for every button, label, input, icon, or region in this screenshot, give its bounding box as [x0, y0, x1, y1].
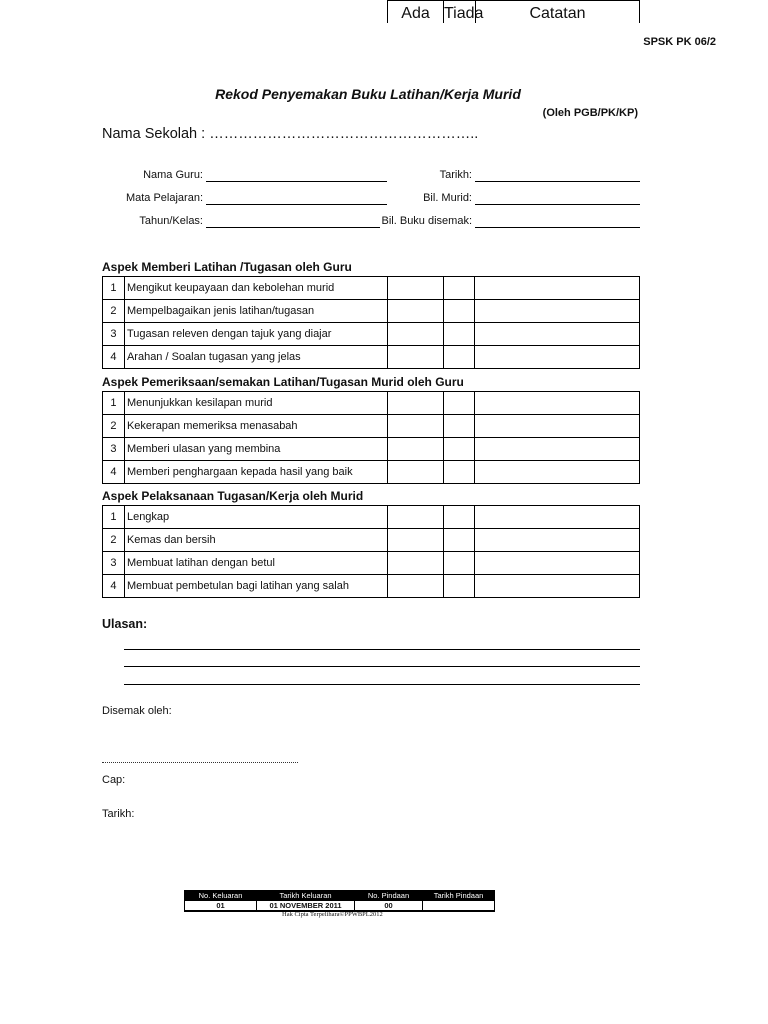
tarikh-label: Tarikh: — [439, 169, 472, 181]
tiada-cell[interactable] — [444, 552, 475, 575]
tarikh-pindaan-value — [423, 901, 495, 912]
copyright-notice: Hak Cipta Terpelihara©PPWBPL2012 — [282, 911, 383, 918]
mata-pelajaran-line[interactable] — [206, 192, 387, 205]
ada-cell[interactable] — [387, 415, 444, 438]
disemak-oleh-label: Disemak oleh: — [102, 705, 172, 717]
column-ada-header: Ada — [387, 0, 444, 23]
mata-pelajaran-label: Mata Pelajaran: — [125, 192, 203, 204]
tarikh-signature-label: Tarikh: — [102, 808, 135, 820]
section-3-table — [102, 505, 640, 598]
ada-cell[interactable] — [387, 461, 444, 484]
item-number: 4 — [103, 461, 125, 484]
bil-buku-label: Bil. Buku disemak: — [381, 215, 472, 227]
no-pindaan-header: No. Pindaan — [355, 891, 423, 901]
item-text: Memberi ulasan yang membina — [124, 438, 387, 461]
table-row — [103, 529, 640, 552]
column-catatan-header: Catatan — [475, 0, 640, 23]
catatan-cell[interactable] — [475, 323, 640, 346]
item-number: 2 — [103, 529, 125, 552]
bil-buku-line[interactable] — [475, 215, 640, 228]
tiada-cell[interactable] — [444, 323, 475, 346]
item-number: 1 — [103, 392, 125, 415]
tiada-cell[interactable] — [444, 277, 475, 300]
ada-cell[interactable] — [387, 392, 444, 415]
catatan-cell[interactable] — [475, 277, 640, 300]
item-number: 3 — [103, 323, 125, 346]
form-row-guru — [0, 169, 768, 185]
item-text: Mempelbagaikan jenis latihan/tugasan — [124, 300, 387, 323]
item-text: Lengkap — [124, 506, 387, 529]
tiada-cell[interactable] — [444, 415, 475, 438]
catatan-cell[interactable] — [475, 300, 640, 323]
ulasan-line-1[interactable] — [124, 649, 640, 650]
tiada-cell[interactable] — [444, 461, 475, 484]
ada-cell[interactable] — [387, 506, 444, 529]
catatan-cell[interactable] — [475, 346, 640, 369]
table-row — [103, 323, 640, 346]
school-name-field: Nama Sekolah : ……………………………………………….. — [102, 126, 479, 142]
catatan-cell[interactable] — [475, 506, 640, 529]
ada-cell[interactable] — [387, 575, 444, 598]
table-row — [103, 552, 640, 575]
table-row — [103, 392, 640, 415]
form-row-tahun-kelas — [0, 215, 768, 231]
tiada-cell[interactable] — [444, 392, 475, 415]
item-text: Membuat latihan dengan betul — [124, 552, 387, 575]
table-row — [103, 300, 640, 323]
section-1-table — [102, 276, 640, 369]
bil-murid-line[interactable] — [475, 192, 640, 205]
section-1-title: Aspek Memberi Latihan /Tugasan oleh Guru — [102, 260, 352, 274]
item-number: 4 — [103, 575, 125, 598]
section-2-table — [102, 391, 640, 484]
item-text: Menunjukkan kesilapan murid — [124, 392, 387, 415]
ada-cell[interactable] — [387, 300, 444, 323]
table-row — [103, 506, 640, 529]
tiada-cell[interactable] — [444, 438, 475, 461]
tarikh-keluaran-header: Tarikh Keluaran — [257, 891, 355, 901]
item-number: 2 — [103, 415, 125, 438]
ada-cell[interactable] — [387, 323, 444, 346]
catatan-cell[interactable] — [475, 575, 640, 598]
tiada-cell[interactable] — [444, 575, 475, 598]
no-pindaan-value: 00 — [355, 901, 423, 912]
section-2-title: Aspek Pemeriksaan/semakan Latihan/Tugasan Murid oleh Guru — [102, 375, 464, 389]
item-number: 2 — [103, 300, 125, 323]
table-row — [103, 438, 640, 461]
signature-line[interactable] — [102, 757, 298, 763]
no-keluaran-header: No. Keluaran — [185, 891, 257, 901]
cap-label: Cap: — [102, 774, 126, 786]
ada-cell[interactable] — [387, 277, 444, 300]
ulasan-line-2[interactable] — [124, 666, 640, 667]
ada-cell[interactable] — [387, 529, 444, 552]
catatan-cell[interactable] — [475, 392, 640, 415]
nama-guru-label: Nama Guru: — [143, 169, 203, 181]
item-number: 3 — [103, 438, 125, 461]
catatan-cell[interactable] — [475, 438, 640, 461]
ulasan-label: Ulasan: — [102, 617, 148, 631]
revision-table — [184, 890, 495, 912]
section-3-title: Aspek Pelaksanaan Tugasan/Kerja oleh Murid — [102, 489, 364, 503]
catatan-cell[interactable] — [475, 552, 640, 575]
document-code: SPSK PK 06/2 — [643, 36, 716, 48]
tiada-cell[interactable] — [444, 506, 475, 529]
tiada-cell[interactable] — [444, 346, 475, 369]
item-text: Memberi penghargaan kepada hasil yang baik — [124, 461, 387, 484]
table-row — [103, 461, 640, 484]
form-row-mata-pelajaran — [0, 192, 768, 208]
ulasan-line-3[interactable] — [124, 684, 640, 685]
item-number: 1 — [103, 506, 125, 529]
catatan-cell[interactable] — [475, 461, 640, 484]
document-subtitle: (Oleh PGB/PK/KP) — [542, 107, 638, 119]
bil-murid-label: Bil. Murid: — [423, 192, 472, 204]
item-text: Mengikut keupayaan dan kebolehan murid — [124, 277, 387, 300]
no-keluaran-value: 01 — [185, 901, 257, 912]
table-row — [103, 346, 640, 369]
column-tiada-header: Tiada — [443, 0, 476, 23]
ada-cell[interactable] — [387, 438, 444, 461]
tarikh-keluaran-value: 01 NOVEMBER 2011 — [257, 901, 355, 912]
item-number: 1 — [103, 277, 125, 300]
table-row — [103, 415, 640, 438]
document-title: Rekod Penyemakan Buku Latihan/Kerja Murid — [215, 86, 521, 102]
item-text: Kemas dan bersih — [124, 529, 387, 552]
catatan-cell[interactable] — [475, 529, 640, 552]
ada-cell[interactable] — [387, 552, 444, 575]
tahun-kelas-label: Tahun/Kelas: — [139, 215, 203, 227]
tahun-kelas-line[interactable] — [206, 215, 380, 228]
tarikh-pindaan-header: Tarikh Pindaan — [423, 891, 495, 901]
item-text: Tugasan releven dengan tajuk yang diajar — [124, 323, 387, 346]
table-row — [103, 575, 640, 598]
item-number: 4 — [103, 346, 125, 369]
tiada-cell[interactable] — [444, 300, 475, 323]
table-row — [103, 277, 640, 300]
item-text: Kekerapan memeriksa menasabah — [124, 415, 387, 438]
item-text: Membuat pembetulan bagi latihan yang salah — [124, 575, 387, 598]
item-text: Arahan / Soalan tugasan yang jelas — [124, 346, 387, 369]
ada-cell[interactable] — [387, 346, 444, 369]
nama-guru-line[interactable] — [206, 169, 387, 182]
item-number: 3 — [103, 552, 125, 575]
tarikh-line[interactable] — [475, 169, 640, 182]
tiada-cell[interactable] — [444, 529, 475, 552]
catatan-cell[interactable] — [475, 415, 640, 438]
